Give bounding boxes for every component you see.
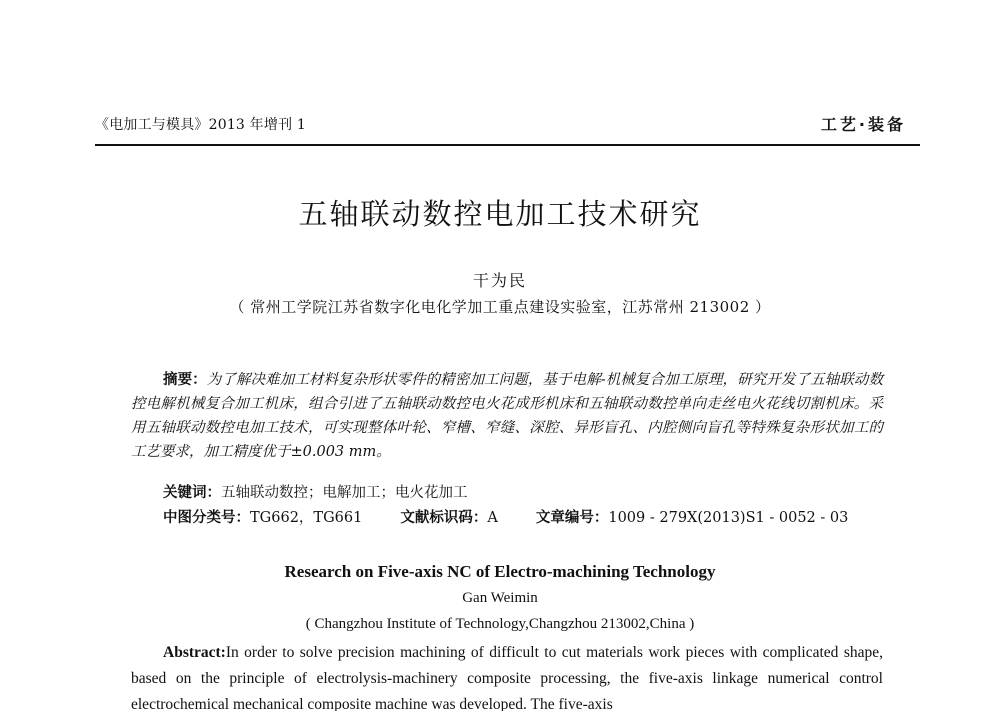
- section-label: 工艺·装备: [820, 115, 906, 134]
- article-number-label: 文章编号：: [535, 510, 609, 526]
- paper-title: 五轴联动数控电加工技术研究: [298, 197, 702, 231]
- english-abstract: [131, 640, 883, 711]
- journal-name: 《电加工与模具》2013 年增刊 1: [95, 117, 307, 133]
- chinese-abstract: [131, 368, 883, 464]
- article-number-value: 1009 - 279X(2013)S1 - 0052 - 03: [608, 510, 849, 526]
- english-author: Gan Weimin: [462, 590, 538, 606]
- doc-code-label: 文献标识码：: [400, 510, 488, 526]
- clc-value: TG662，TG661: [250, 510, 363, 526]
- abstract-label: 摘要：: [163, 372, 207, 388]
- english-abstract-text: In order to solve precision machining of difficult to cut materials work pieces with complicated shape, based on the principle of electrolysis-machinery composite processing, the five-axis linkage numerical control electrochemical mechanical composite machine was developed. The five-axis: [131, 644, 883, 711]
- english-affiliation: ( Changzhou Institute of Technology,Changzhou 213002,China ): [305, 616, 695, 632]
- english-title: Research on Five-axis NC of Electro-machining Technology: [284, 562, 716, 581]
- keywords-label: 关键词：: [163, 485, 221, 501]
- clc-label: 中图分类号：: [163, 510, 250, 526]
- english-abstract-label: Abstract:: [163, 644, 226, 661]
- abstract-text: 为了解决难加工材料复杂形状零件的精密加工问题，基于电解-机械复合加工原理，研究开发了五轴联动数控电解机械复合加工机床，组合引进了五轴联动数控电火花成形机床和五轴联动数控单向走丝电火花线切割机床。采用五轴联动数控电加工技术，可实现整体叶轮、窄槽、窄缝、深腔、异形盲孔、内腔侧向盲孔等特殊复杂形状加工的工艺要求，加工精度优于±0.003 mm。: [131, 372, 883, 460]
- header-rule: [95, 144, 920, 146]
- classification-line: [163, 506, 883, 527]
- author-affiliation: （ 常州工学院江苏省数字化电化学加工重点建设实验室，江苏常州 213002 ）: [229, 298, 771, 316]
- running-header: [95, 112, 920, 146]
- doc-code-value: A: [487, 510, 498, 526]
- keywords-text: 五轴联动数控；电解加工；电火花加工: [221, 485, 468, 501]
- author-name: 干为民: [472, 271, 527, 290]
- keywords-line: [163, 481, 468, 502]
